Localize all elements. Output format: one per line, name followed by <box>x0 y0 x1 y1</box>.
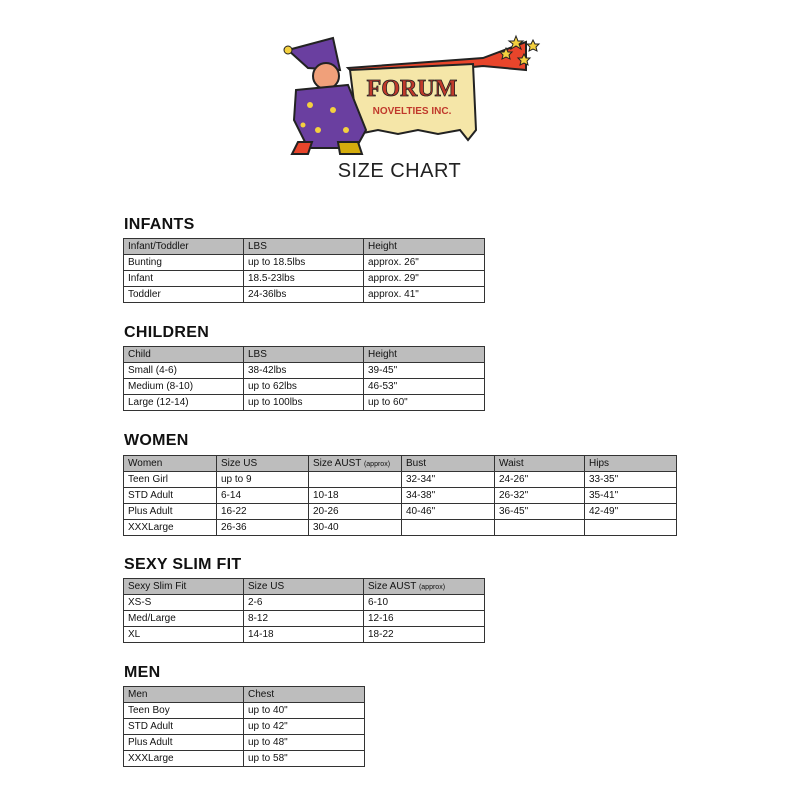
table-row <box>124 520 677 536</box>
header-cell: Sexy Slim Fit <box>124 579 244 595</box>
header-cell: Height <box>364 347 485 363</box>
table-cell: 26-36 <box>217 520 309 536</box>
table-cell: 32-34" <box>402 472 495 488</box>
header-cell: Size US <box>217 456 309 472</box>
header-cell <box>364 579 485 595</box>
header-cell <box>309 456 402 472</box>
header-cell: Child <box>124 347 244 363</box>
table-cell: Large (12-14) <box>124 395 244 411</box>
table-cell: Teen Boy <box>124 703 244 719</box>
table-cell: up to 40" <box>244 703 365 719</box>
table-header-row <box>124 456 677 472</box>
table-cell: Plus Adult <box>124 504 217 520</box>
header-cell: LBS <box>244 239 364 255</box>
table-cell: Infant <box>124 271 244 287</box>
table-cell: 24-36lbs <box>244 287 364 303</box>
table-cell: up to 18.5lbs <box>244 255 364 271</box>
table-cell: 18-22 <box>364 627 485 643</box>
table-cell: 34-38" <box>402 488 495 504</box>
table-row <box>124 611 485 627</box>
table-row <box>124 488 677 504</box>
header-cell: Chest <box>244 687 365 703</box>
logo-text-novelties: NOVELTIES INC. <box>372 106 452 117</box>
header-cell: Hips <box>585 456 677 472</box>
table-row <box>124 504 677 520</box>
table-row <box>124 287 485 303</box>
approx-note: (approx) <box>363 461 391 468</box>
table-row <box>124 751 365 767</box>
table-cell: up to 9 <box>217 472 309 488</box>
table-header-row <box>124 579 485 595</box>
table-cell: 30-40 <box>309 520 402 536</box>
header-cell: Infant/Toddler <box>124 239 244 255</box>
table-cell: XS-S <box>124 595 244 611</box>
approx-note: (approx) <box>418 584 446 591</box>
table-row <box>124 271 485 287</box>
table-cell: approx. 26" <box>364 255 485 271</box>
children-table <box>123 346 485 411</box>
table-cell: 2-6 <box>244 595 364 611</box>
table-cell: up to 62lbs <box>244 379 364 395</box>
table-cell: 14-18 <box>244 627 364 643</box>
header-cell-label: Size AUST <box>313 458 362 469</box>
table-cell <box>309 472 402 488</box>
table-row <box>124 255 485 271</box>
table-cell <box>495 520 585 536</box>
table-cell: up to 58" <box>244 751 365 767</box>
section-title-men: MEN <box>124 664 161 681</box>
table-cell: 42-49" <box>585 504 677 520</box>
page-title: SIZE CHART <box>337 160 462 182</box>
header-cell: Women <box>124 456 217 472</box>
table-cell: 20-26 <box>309 504 402 520</box>
header-cell: Waist <box>495 456 585 472</box>
table-cell <box>585 520 677 536</box>
table-cell: up to 42" <box>244 719 365 735</box>
section-title-infants: INFANTS <box>124 216 195 233</box>
table-cell: 38-42lbs <box>244 363 364 379</box>
table-cell: approx. 29" <box>364 271 485 287</box>
section-title-children: CHILDREN <box>124 324 210 341</box>
table-row <box>124 363 485 379</box>
table-cell: STD Adult <box>124 719 244 735</box>
table-cell: 6-10 <box>364 595 485 611</box>
table-cell: 12-16 <box>364 611 485 627</box>
header-cell: Men <box>124 687 244 703</box>
table-row <box>124 472 677 488</box>
header-cell: Bust <box>402 456 495 472</box>
table-cell: 40-46" <box>402 504 495 520</box>
table-cell: 6-14 <box>217 488 309 504</box>
table-cell: 8-12 <box>244 611 364 627</box>
table-header-row <box>124 347 485 363</box>
table-cell: Med/Large <box>124 611 244 627</box>
table-cell: 39-45" <box>364 363 485 379</box>
logo-text-forum: FORUM <box>366 76 458 102</box>
table-row <box>124 595 485 611</box>
table-cell: 10-18 <box>309 488 402 504</box>
table-row <box>124 627 485 643</box>
table-cell: approx. 41" <box>364 287 485 303</box>
table-cell: XL <box>124 627 244 643</box>
table-row <box>124 735 365 751</box>
table-cell: XXXLarge <box>124 520 217 536</box>
table-cell: STD Adult <box>124 488 217 504</box>
header-cell: Size US <box>244 579 364 595</box>
table-row <box>124 379 485 395</box>
table-cell: 36-45" <box>495 504 585 520</box>
table-row <box>124 719 365 735</box>
table-cell: Small (4-6) <box>124 363 244 379</box>
table-header-row <box>124 687 365 703</box>
table-cell: 35-41" <box>585 488 677 504</box>
infants-table <box>123 238 485 303</box>
table-cell: 46-53" <box>364 379 485 395</box>
table-cell: Bunting <box>124 255 244 271</box>
header-cell-label: Size AUST <box>368 581 417 592</box>
table-cell: 24-26" <box>495 472 585 488</box>
men-table <box>123 686 365 767</box>
section-title-women: WOMEN <box>124 432 189 449</box>
table-row <box>124 395 485 411</box>
forum-novelties-logo <box>278 30 543 160</box>
section-title-sexy-slim-fit: SEXY SLIM FIT <box>124 556 242 573</box>
table-cell: XXXLarge <box>124 751 244 767</box>
table-cell: up to 60" <box>364 395 485 411</box>
table-cell: Plus Adult <box>124 735 244 751</box>
table-cell: 16-22 <box>217 504 309 520</box>
table-header-row <box>124 239 485 255</box>
table-cell <box>402 520 495 536</box>
table-cell: up to 100lbs <box>244 395 364 411</box>
table-cell: up to 48" <box>244 735 365 751</box>
table-cell: Toddler <box>124 287 244 303</box>
table-cell: Teen Girl <box>124 472 217 488</box>
women-table <box>123 455 677 536</box>
table-cell: Medium (8-10) <box>124 379 244 395</box>
jester-face <box>313 63 339 89</box>
table-row <box>124 703 365 719</box>
table-cell: 26-32" <box>495 488 585 504</box>
header-cell: Height <box>364 239 485 255</box>
header-cell: LBS <box>244 347 364 363</box>
sexy-slim-fit-table <box>123 578 485 643</box>
table-cell: 33-35" <box>585 472 677 488</box>
table-cell: 18.5-23lbs <box>244 271 364 287</box>
